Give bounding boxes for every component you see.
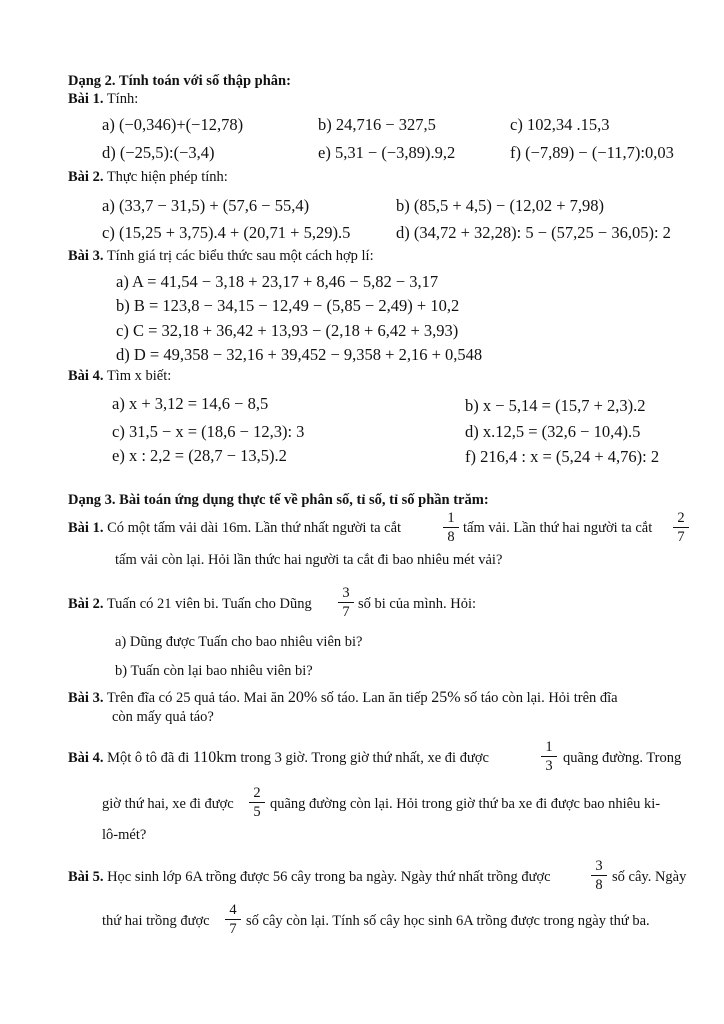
d3-problem-2-b: b) Tuấn còn lại bao nhiêu viên bi? (115, 663, 313, 679)
d3-problem-5-line2b: số cây còn lại. Tính số cây học sinh 6A trồng được trong ngày thứ ba. (246, 913, 650, 929)
d3-problem-5-line2: thứ hai trồng được (102, 913, 210, 929)
d3-problem-1-line1b: tấm vải. Lần thứ hai người ta cắt (463, 520, 653, 536)
d3-problem-4-line2b: quãng đường còn lại. Hỏi trong giờ thứ ba xe đi được bao nhiêu ki- (270, 796, 661, 812)
b1-b: b) 24,716 − 327,5 (318, 115, 436, 134)
fraction-2-7: $\frac{2}{7}$ (673, 510, 689, 545)
b4-e: e) x : 2,2 = (28,7 − 13,5).2 (112, 446, 287, 465)
d3-problem-1-line1: Bài 1. Có một tấm vải dài 16m. Lần thứ nhất người ta cắt (68, 520, 402, 536)
d3-problem-3-line2: còn mấy quả táo? (112, 709, 214, 725)
d3-problem-4-line1b: quãng đường. Trong (563, 750, 682, 766)
b2-c: c) (15,25 + 3,75).4 + (20,71 + 5,29).5 (102, 223, 351, 242)
problem-1-header: Bài 1. Tính: (68, 91, 139, 107)
b4-a: a) x + 3,12 = 14,6 − 8,5 (112, 394, 269, 413)
d3-problem-4-line3: lô-mét? (102, 827, 147, 843)
d3-problem-3-line1: Bài 3. Trên đĩa có 25 quả táo. Mai ăn 20% số táo. Lan ăn tiếp 25% số táo còn lại. Hỏi trên đĩa (68, 689, 618, 706)
b1-d: d) (−25,5):(−3,4) (102, 143, 215, 162)
d3-problem-1-line2: tấm vải còn lại. Hỏi lần thức hai người ta cắt đi bao nhiêu mét vải? (115, 552, 503, 568)
b4-d: d) x.12,5 = (32,6 − 10,4).5 (465, 422, 641, 441)
fraction-1-3: $\frac{1}{3}$ (541, 739, 557, 774)
b3-a: a) A = 41,54 − 3,18 + 23,17 + 8,46 − 5,82 − 3,17 (116, 272, 439, 291)
b4-f: f) 216,4 : x = (5,24 + 4,76): 2 (465, 447, 660, 466)
d3-problem-5-line1: Bài 5. Học sinh lớp 6A trồng được 56 cây trong ba ngày. Ngày thứ nhất trồng được (68, 869, 551, 885)
fraction-2-5: $\frac{2}{5}$ (249, 785, 265, 820)
d3-problem-2-line1b: số bi của mình. Hỏi: (358, 596, 477, 612)
problem-2-header: Bài 2. Thực hiện phép tính: (68, 169, 228, 185)
fraction-3-7: $\frac{3}{7}$ (338, 585, 354, 620)
b4-c: c) 31,5 − x = (18,6 − 12,3): 3 (112, 422, 305, 441)
fraction-4-7: $\frac{4}{7}$ (225, 902, 241, 937)
fraction-3-8: $\frac{3}{8}$ (591, 858, 607, 893)
b3-c: c) C = 32,18 + 36,42 + 13,93 − (2,18 + 6,42 + 3,93) (116, 321, 459, 340)
section-heading-d3: Dạng 3. Bài toán ứng dụng thực tế về phân số, tỉ số, tỉ số phần trăm: (68, 492, 489, 508)
d3-problem-4-line1: Bài 4. Một ô tô đã đi 110km trong 3 giờ. Trong giờ thứ nhất, xe đi được (68, 749, 489, 766)
d3-problem-5-line1b: số cây. Ngày (612, 869, 687, 885)
d3-problem-2-line1: Bài 2. Tuấn có 21 viên bi. Tuấn cho Dũng (68, 596, 312, 612)
b2-d: d) (34,72 + 32,28): 5 − (57,25 − 36,05): 2 (396, 223, 671, 242)
b2-a: a) (33,7 − 31,5) + (57,6 − 55,4) (102, 196, 310, 215)
section-heading-d2: Dạng 2. Tính toán với số thập phân: (68, 73, 291, 89)
b3-d: d) D = 49,358 − 32,16 + 39,452 − 9,358 + 2,16 + 0,548 (116, 345, 483, 364)
b1-f: f) (−7,89) − (−11,7):0,03 (510, 143, 674, 162)
b1-e: e) 5,31 − (−3,89).9,2 (318, 143, 456, 162)
problem-4-header: Bài 4. Tìm x biết: (68, 368, 172, 384)
b3-b: b) B = 123,8 − 34,15 − 12,49 − (5,85 − 2,49) + 10,2 (116, 296, 460, 315)
d3-problem-2-a: a) Dũng được Tuấn cho bao nhiêu viên bi? (115, 634, 363, 650)
problem-3-header: Bài 3. Tính giá trị các biểu thức sau một cách hợp lí: (68, 248, 374, 264)
b1-a: a) (−0,346)+(−12,78) (102, 115, 244, 134)
b1-c: c) 102,34 .15,3 (510, 115, 610, 134)
d3-problem-4-line2: giờ thứ hai, xe đi được (102, 796, 234, 812)
fraction-1-8: $\frac{1}{8}$ (443, 510, 459, 545)
b2-b: b) (85,5 + 4,5) − (12,02 + 7,98) (396, 196, 605, 215)
b4-b: b) x − 5,14 = (15,7 + 2,3).2 (465, 396, 646, 415)
